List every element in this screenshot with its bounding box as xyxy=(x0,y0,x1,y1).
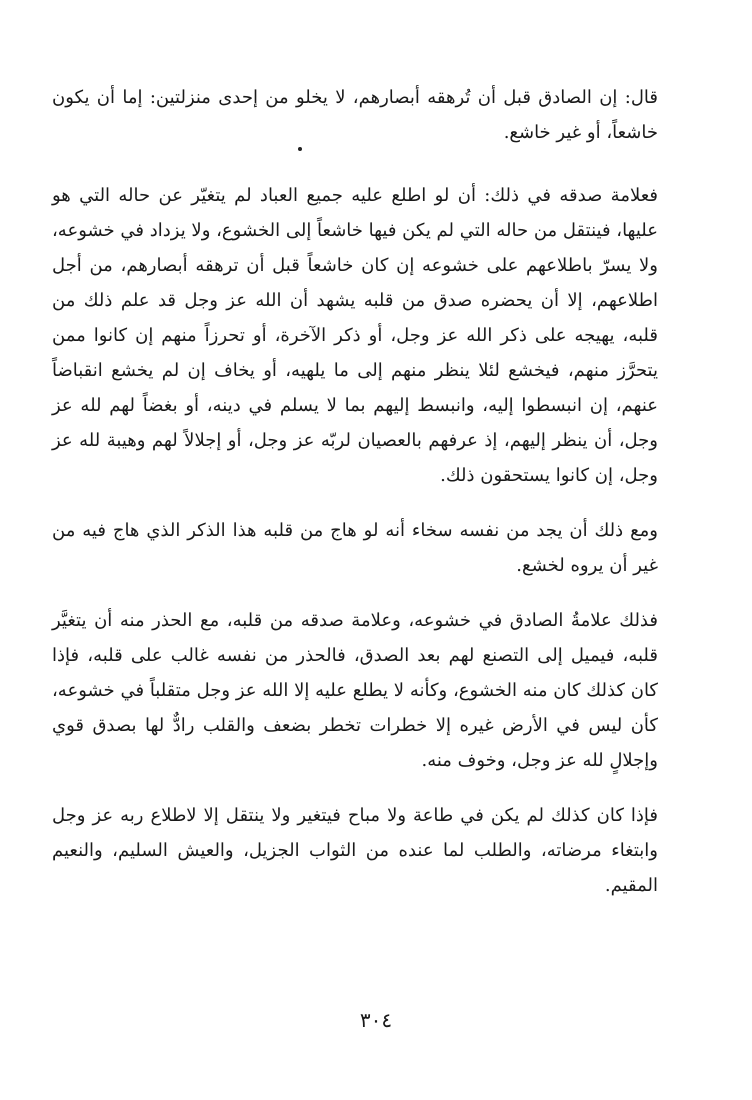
body-text xyxy=(52,80,658,923)
paragraph-4: فذلك علامةُ الصادق في خشوعه، وعلامة صدقه من قلبه، مع الحذر منه أن يتغيَّر قلبه، فيميل إلى التصنع لهم بعد الصدق، فالحذر من نفسه غالب على قلبه، فإذا كان كذلك كان منه الخشوع، وكأنه لا يطلع عليه إلا الله عز وجل متقلباً في خشوعه، كأن ليس في الأرض غيره إلا خطرات تخطر بضعف والقلب رادٌّ لها بصدق قوي وإجلالٍ لله عز وجل، وخوف منه. xyxy=(52,610,658,771)
paragraph-2: فعلامة صدقه في ذلك: أن لو اطلع عليه جميع العباد لم يتغيّر عن حاله التي هو عليها، فينتقل من حاله التي لم يكن فيها خاشعاً إلى الخشوع، ولا يزداد في خشوعه، ولا يسرّ باطلاعهم على خشوعه إن كان خاشعاً قبل أن ترهقه أبصارهم، من أجل اطلاعهم، إلا أن يحضره صدق من قلبه يشهد أن الله عز وجل قد علم ذلك من قلبه، يهيجه على ذكر الله عز وجل، أو ذكر الآخرة، أو تحرزاً منهم إن كانوا ممن يتحرَّز منهم، فيخشع لئلا ينظر منهم إلى ما يلهيه، أو يخاف إن لم يخشع انقباضاً عنهم، إن انبسطوا إليه، وانبسط إليهم بما لا يسلم في دينه، أو بغضاً لهم لله عز وجل، أن ينظر إليهم، إذ عرفهم بالعصيان لربّه عز وجل، أو إجلالاً لهم وهيبة لله عز وجل، إن كانوا يستحقون ذلك. xyxy=(52,185,658,486)
page-number: ٣٠٤ xyxy=(359,1008,393,1032)
paragraph-5: فإذا كان كذلك لم يكن في طاعة ولا مباح فيتغير ولا ينتقل إلا لاطلاع ربه عز وجل وابتغاء مرضاته، والطلب لما عنده من الثواب الجزيل، والعيش السليم، والنعيم المقيم. xyxy=(52,805,658,896)
paragraph-3: ومع ذلك أن يجد من نفسه سخاء أنه لو هاج من قلبه هذا الذكر الذي هاج فيه من غير أن يروه لخشع. xyxy=(52,520,658,576)
stray-dot-mark xyxy=(298,147,302,151)
paragraph-1: قال: إن الصادق قبل أن تُرهقه أبصارهم، لا يخلو من إحدى منزلتين: إما أن يكون خاشعاً، أو غير خاشع. xyxy=(52,87,658,143)
